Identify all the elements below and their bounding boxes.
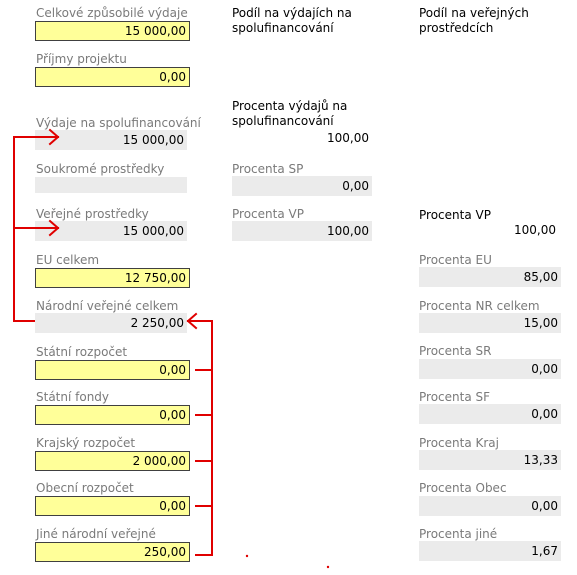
procenta-vp-right-value: 100,00: [514, 223, 556, 237]
procenta-sp-value: 0,00: [232, 176, 372, 196]
procenta-kraj-label: Procenta Kraj: [419, 436, 499, 450]
verejne-prostredky-label: Veřejné prostředky: [36, 207, 149, 221]
procenta-sr-label: Procenta SR: [419, 344, 492, 358]
procenta-jine-value: 1,67: [419, 541, 561, 561]
procenta-vp-middle-value: 100,00: [232, 221, 372, 241]
celkove-zpusobile-vydaje-label: Celkové způsobilé výdaje: [36, 6, 188, 20]
procenta-obec-label: Procenta Obec: [419, 481, 507, 495]
arrow-to-narodni: [188, 314, 212, 328]
procenta-vp-right-label: Procenta VP: [419, 208, 491, 222]
prijmy-projektu-input[interactable]: 0,00: [35, 67, 190, 87]
krajsky-rozpocet-input[interactable]: 2 000,00: [35, 451, 190, 471]
arrow-to-vydaje: [14, 130, 58, 144]
obecni-rozpocet-label: Obecní rozpočet: [36, 481, 134, 495]
procenta-vydaju-label-line1: Procenta výdajů na: [232, 99, 348, 113]
red-dot-2: [327, 566, 329, 568]
narodni-verejne-celkem-label: Národní veřejné celkem: [36, 299, 179, 313]
obecni-rozpocet-input[interactable]: 0,00: [35, 496, 190, 516]
middle-header-line1: Podíl na výdajích na: [232, 6, 352, 20]
vydaje-na-spolufinancovani-label: Výdaje na spolufinancování: [36, 116, 201, 130]
prijmy-projektu-label: Příjmy projektu: [36, 52, 127, 66]
statni-rozpocet-input[interactable]: 0,00: [35, 360, 190, 380]
verejne-prostredky-value: 15 000,00: [35, 221, 187, 241]
right-header-line1: Podíl na veřejných: [419, 6, 529, 20]
statni-rozpocet-label: Státní rozpočet: [36, 345, 128, 359]
statni-fondy-label: Státní fondy: [36, 390, 110, 404]
krajsky-rozpocet-label: Krajský rozpočet: [36, 436, 136, 450]
procenta-nr-celkem-label: Procenta NR celkem: [419, 299, 540, 313]
procenta-jine-label: Procenta jiné: [419, 527, 498, 541]
procenta-sf-value: 0,00: [419, 404, 561, 424]
jine-narodni-verejne-input[interactable]: 250,00: [35, 542, 190, 562]
right-header-line2: prostředcích: [419, 21, 494, 35]
procenta-vydaju-label-line2: spolufinancování: [232, 114, 334, 128]
procenta-eu-value: 85,00: [419, 267, 561, 287]
eu-celkem-label: EU celkem: [36, 253, 100, 267]
procenta-obec-value: 0,00: [419, 496, 561, 516]
soukrome-prostredky-label: Soukromé prostředky: [36, 162, 165, 176]
procenta-sp-label: Procenta SP: [232, 162, 304, 176]
procenta-nr-celkem-value: 15,00: [419, 313, 561, 333]
procenta-kraj-value: 13,33: [419, 450, 561, 470]
middle-header-line2: spolufinancování: [232, 21, 334, 35]
procenta-sr-value: 0,00: [419, 359, 561, 379]
procenta-sf-label: Procenta SF: [419, 390, 491, 404]
procenta-eu-label: Procenta EU: [419, 253, 492, 267]
vydaje-na-spolufinancovani-value: 15 000,00: [35, 130, 187, 150]
arrow-to-verejne: [14, 221, 58, 235]
jine-narodni-verejne-label: Jiné národní veřejné: [36, 527, 156, 541]
celkove-zpusobile-vydaje-input[interactable]: 15 000,00: [35, 21, 190, 41]
procenta-vp-middle-label: Procenta VP: [232, 207, 304, 221]
statni-fondy-input[interactable]: 0,00: [35, 405, 190, 425]
procenta-vydaju-value: 100,00: [327, 131, 369, 145]
narodni-verejne-celkem-value: 2 250,00: [35, 313, 187, 333]
red-dot-1: [246, 555, 248, 557]
eu-celkem-input[interactable]: 12 750,00: [35, 268, 190, 288]
